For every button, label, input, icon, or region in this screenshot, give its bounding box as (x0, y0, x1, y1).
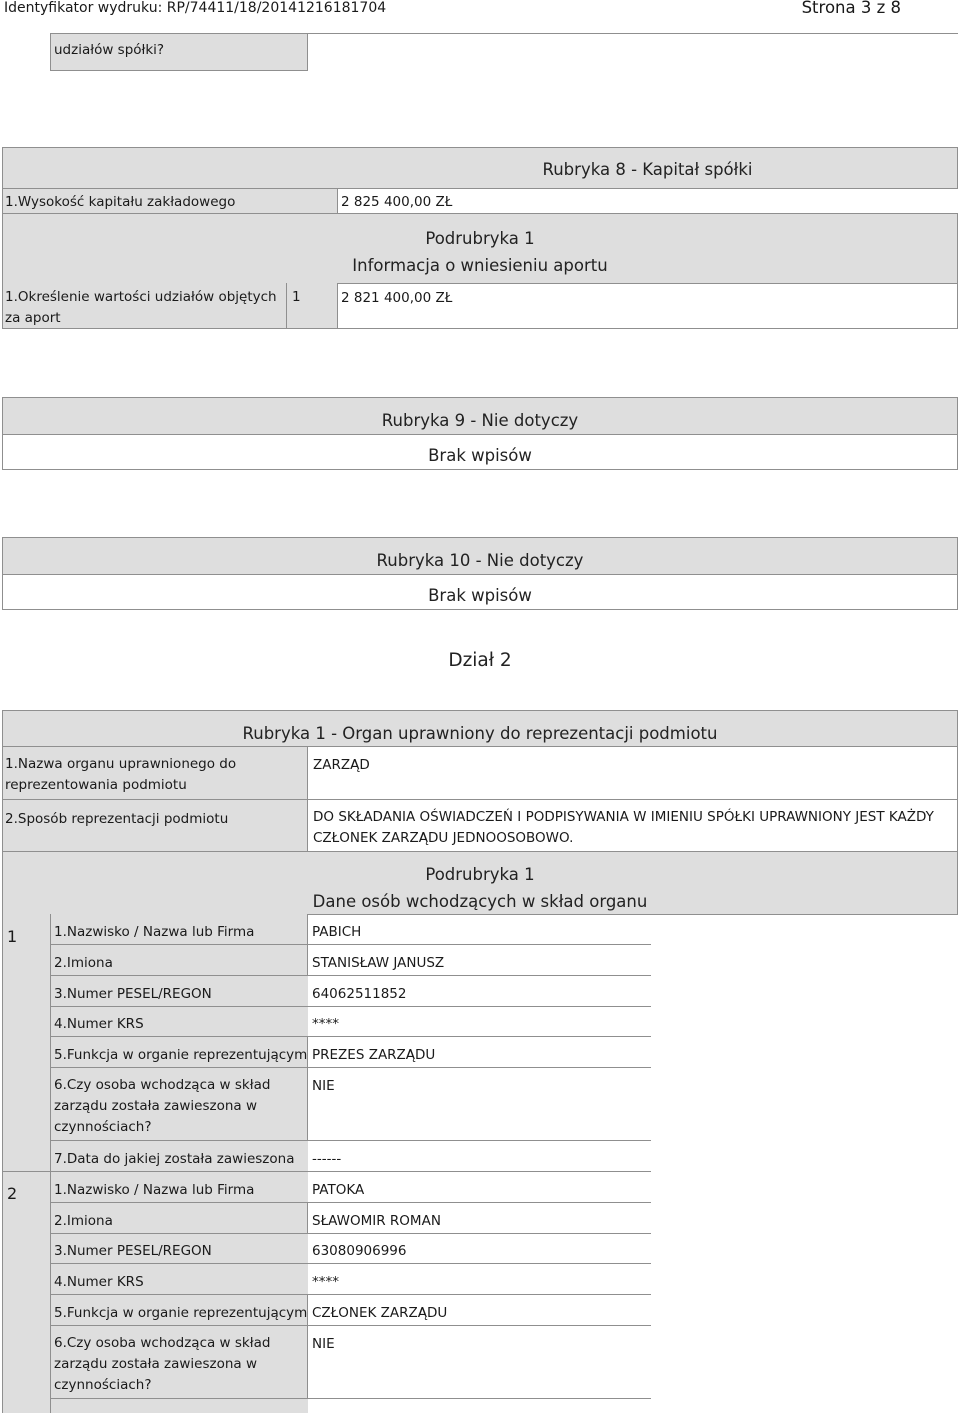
rubryka-1-title: Rubryka 1 - Organ uprawniony do reprezentacji podmiotu (242, 724, 718, 743)
rubryka-9-status: Brak wpisów (428, 446, 532, 465)
aport-label-cell (2, 283, 286, 329)
person-2-nazwisko-label: 1.Nazwisko / Nazwa lub Firma (54, 1182, 255, 1198)
person-1-imiona-label: 2.Imiona (54, 955, 113, 971)
aport-label: 1.Określenie wartości udziałów objętych za aport (5, 289, 277, 326)
person-1-nazwisko-label: 1.Nazwisko / Nazwa lub Firma (54, 924, 255, 940)
rubryka-10-title: Rubryka 10 - Nie dotyczy (376, 551, 584, 570)
podrubryka-osoby-header (2, 851, 958, 915)
grid-line (51, 1036, 651, 1037)
capital-value: 2 825 400,00 ZŁ (341, 194, 453, 210)
person-2-funkcja-label: 5.Funkcja w organie reprezentującym (54, 1305, 308, 1321)
person-1-index: 1 (7, 927, 18, 946)
person-1-data-label: 7.Data do jakiej została zawieszona (54, 1151, 295, 1167)
sposob-label: 2.Sposób reprezentacji podmiotu (5, 811, 229, 827)
rubryka-10-status-cell (2, 574, 958, 610)
person-index-column (2, 914, 51, 1413)
person-2-zawieszona-value: NIE (312, 1336, 335, 1352)
capital-value-cell (337, 188, 958, 214)
person-2-zawieszona-label: 6.Czy osoba wchodząca w skład zarządu została zawieszona w czynnościach? (54, 1335, 271, 1393)
grid-line (51, 1263, 651, 1264)
podrubryka-osoby-subtitle: Dane osób wchodzących w skład organu (312, 892, 648, 911)
organ-value: ZARZĄD (313, 757, 370, 773)
aport-value-cell (337, 283, 958, 329)
grid-line (51, 1398, 651, 1399)
grid-line (307, 1294, 308, 1398)
rubryka-9-status-cell (2, 434, 958, 470)
person-1-funkcja-label: 5.Funkcja w organie reprezentującym (54, 1047, 308, 1063)
person-1-imiona-value: STANISŁAW JANUSZ (312, 955, 445, 971)
fragment-value-cell (307, 33, 958, 34)
sposob-value: DO SKŁADANIA OŚWIADCZEŃ I PODPISYWANIA W IMIENIU SPÓŁKI UPRAWNIONY JEST KAŻDY CZŁONEK ZARZĄDU JEDNOOSOBOWO. (313, 809, 934, 846)
person-2-imiona-value: SŁAWOMIR ROMAN (312, 1213, 441, 1229)
person-2-nazwisko-value: PATOKA (312, 1182, 365, 1198)
capital-label: 1.Wysokość kapitału zakładowego (5, 194, 236, 210)
person-1-krs-value: **** (312, 1016, 339, 1032)
aport-index-cell (286, 283, 338, 329)
grid-line (51, 1140, 651, 1141)
grid-line (307, 1036, 308, 1140)
person-2-pesel-label: 3.Numer PESEL/REGON (54, 1243, 212, 1259)
podrubryka-osoby-title: Podrubryka 1 (425, 865, 535, 884)
person-1-data-value: ------ (312, 1151, 342, 1167)
person-1-krs-label: 4.Numer KRS (54, 1016, 144, 1032)
person-2-krs-label: 4.Numer KRS (54, 1274, 144, 1290)
organ-label: 1.Nazwa organu uprawnionego do reprezentowania podmiotu (5, 756, 237, 793)
fragment-label-cell (50, 33, 308, 71)
person-2-pesel-value: 63080906996 (312, 1243, 407, 1259)
fragment-label: udziałów spółki? (54, 42, 165, 58)
grid-line (2, 1171, 651, 1172)
person-1-nazwisko-value: PABICH (312, 924, 362, 940)
print-identifier: Identyfikator wydruku: RP/74411/18/20141216181704 (4, 0, 387, 16)
rubryka-9-title: Rubryka 9 - Nie dotyczy (381, 411, 579, 430)
person-2-imiona-label: 2.Imiona (54, 1213, 113, 1229)
rubryka-8-title: Rubryka 8 - Kapitał spółki (542, 160, 753, 179)
organ-label-cell (2, 746, 308, 800)
person-1-funkcja-value: PREZES ZARZĄDU (312, 1047, 436, 1063)
organ-value-cell (307, 746, 958, 800)
grid-line (51, 1325, 651, 1326)
grid-line (51, 975, 651, 976)
person-2-funkcja-value: CZŁONEK ZARZĄDU (312, 1305, 448, 1321)
podrubryka-aport-header (2, 213, 958, 283)
grid-line (51, 1006, 651, 1007)
person-1-pesel-value: 64062511852 (312, 986, 407, 1002)
rubryka-10-status: Brak wpisów (428, 586, 532, 605)
grid-line (307, 914, 308, 975)
sposob-value-cell (307, 799, 958, 852)
capital-label-cell (2, 188, 338, 214)
podrubryka-aport-title: Podrubryka 1 (425, 229, 535, 248)
person-1-zawieszona-label: 6.Czy osoba wchodząca w skład zarządu została zawieszona w czynnościach? (54, 1077, 271, 1135)
person-1-zawieszona-value: NIE (312, 1078, 335, 1094)
person-2-krs-value: **** (312, 1274, 339, 1290)
dzial-title: Dział 2 (448, 650, 512, 671)
grid-line (51, 1067, 651, 1068)
person-2-index: 2 (7, 1184, 18, 1203)
grid-line (51, 1233, 651, 1234)
podrubryka-aport-subtitle: Informacja o wniesieniu aportu (352, 256, 608, 275)
grid-line (51, 944, 651, 945)
grid-line (51, 1202, 651, 1203)
person-1-pesel-label: 3.Numer PESEL/REGON (54, 986, 212, 1002)
aport-index: 1 (292, 289, 301, 305)
aport-value: 2 821 400,00 ZŁ (341, 290, 453, 306)
sposob-label-cell (2, 799, 308, 852)
grid-line (307, 1202, 308, 1233)
grid-line (51, 1294, 651, 1295)
page-number: Strona 3 z 8 (801, 0, 901, 17)
